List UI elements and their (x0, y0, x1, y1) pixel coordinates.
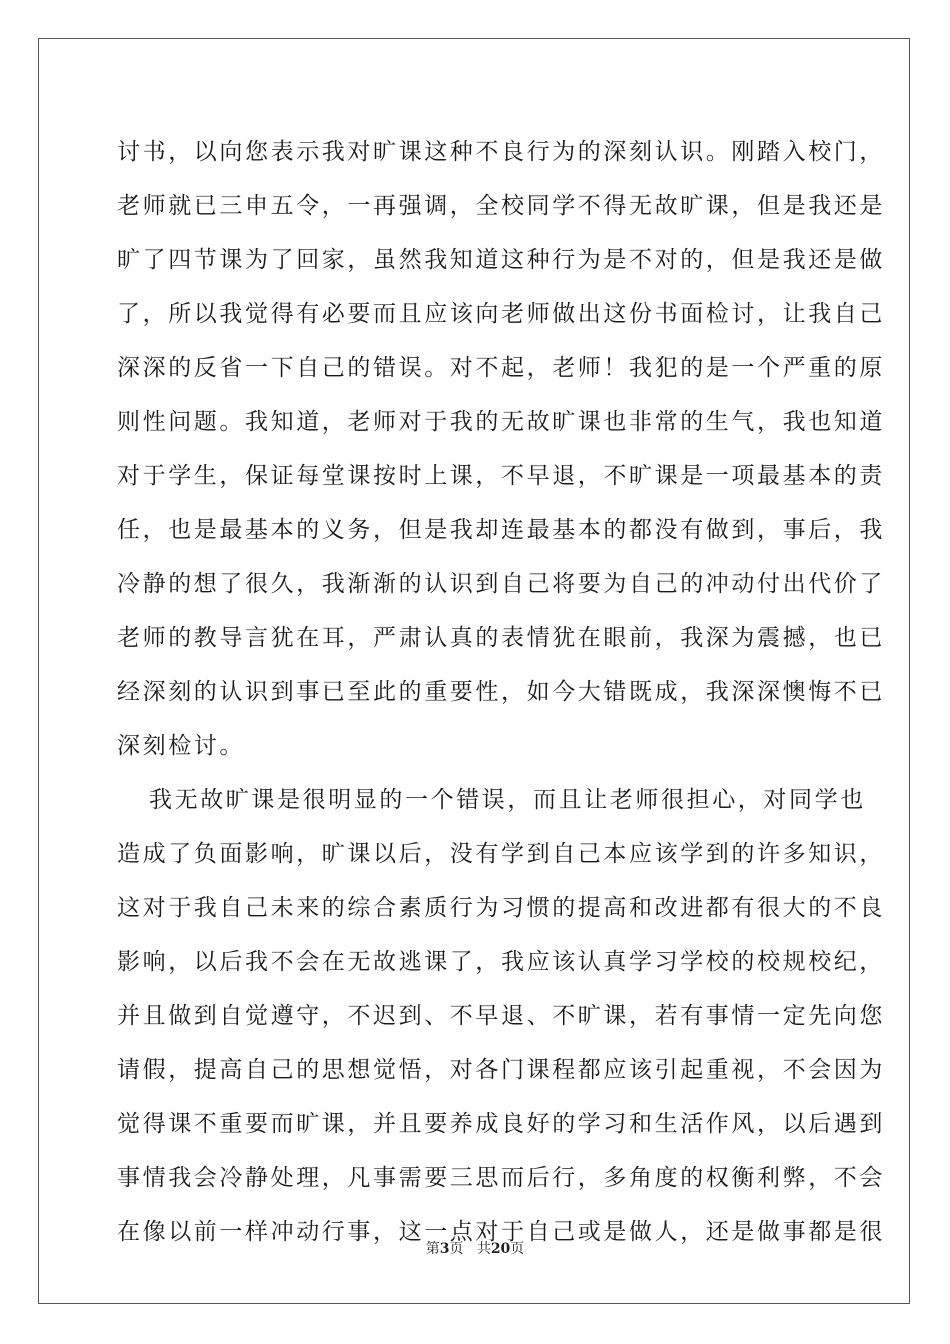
text-line: 任，也是最基本的义务，但是我却连最基本的都没有做到，事后，我 (117, 517, 885, 543)
text-line: 讨书，以向您表示我对旷课这种不良行为的深刻认识。刚踏入校门， (117, 139, 885, 165)
total-pages: 20 (490, 1241, 511, 1257)
page-footer (0, 1238, 950, 1258)
text-line: 老师的教导言犹在耳，严肃认真的表情犹在眼前，我深为震撼，也已 (117, 625, 885, 651)
text-line: 请假，提高自己的思想觉悟，对各门课程都应该引起重视，不会因为 (117, 1057, 885, 1083)
total-suffix: 页 (510, 1241, 525, 1257)
text-line: 老师就已三申五令，一再强调，全校同学不得无故旷课，但是我还是 (117, 193, 885, 219)
page-suffix: 页 (449, 1241, 464, 1257)
text-line: 经深刻的认识到事已至此的重要性，如今大错既成，我深深懊悔不已 (117, 679, 885, 705)
text-line: 旷了四节课为了回家，虽然我知道这种行为是不对的，但是我还是做 (117, 247, 885, 273)
text-line: 事情我会冷静处理，凡事需要三思而后行，多角度的权衡利弊，不会 (117, 1165, 885, 1191)
text-line: 这对于我自己未来的综合素质行为习惯的提高和改进都有很大的不良 (117, 895, 885, 921)
page-number: 3 (439, 1241, 450, 1257)
total-prefix: 共 (476, 1241, 491, 1257)
text-line: 深深的反省一下自己的错误。对不起，老师！我犯的是一个严重的原 (117, 355, 885, 381)
text-line: 在像以前一样冲动行事，这一点对于自己或是做人，还是做事都是很 (117, 1219, 885, 1245)
paragraph-start-line: 我无故旷课是很明显的一个错误，而且让老师很担心，对同学也 (149, 787, 866, 813)
text-line: 对于学生，保证每堂课按时上课，不早退，不旷课是一项最基本的责 (117, 463, 885, 489)
text-line: 了，所以我觉得有必要而且应该向老师做出这份书面检讨，让我自己 (117, 301, 885, 327)
text-line: 觉得课不重要而旷课，并且要养成良好的学习和生活作风，以后遇到 (117, 1111, 885, 1137)
text-line: 影响，以后我不会在无故逃课了，我应该认真学习学校的校规校纪， (117, 949, 885, 975)
text-line: 则性问题。我知道，老师对于我的无故旷课也非常的生气，我也知道 (117, 409, 885, 435)
text-line: 深刻检讨。 (117, 733, 245, 759)
page-prefix: 第 (425, 1241, 440, 1257)
document-body (117, 125, 885, 1259)
text-line: 造成了负面影响，旷课以后，没有学到自己本应该学到的许多知识， (117, 841, 885, 867)
text-line: 冷静的想了很久，我渐渐的认识到自己将要为自己的冲动付出代价了 (117, 571, 885, 597)
text-line: 并且做到自觉遵守，不迟到、不早退、不旷课，若有事情一定先向您 (117, 1003, 885, 1029)
